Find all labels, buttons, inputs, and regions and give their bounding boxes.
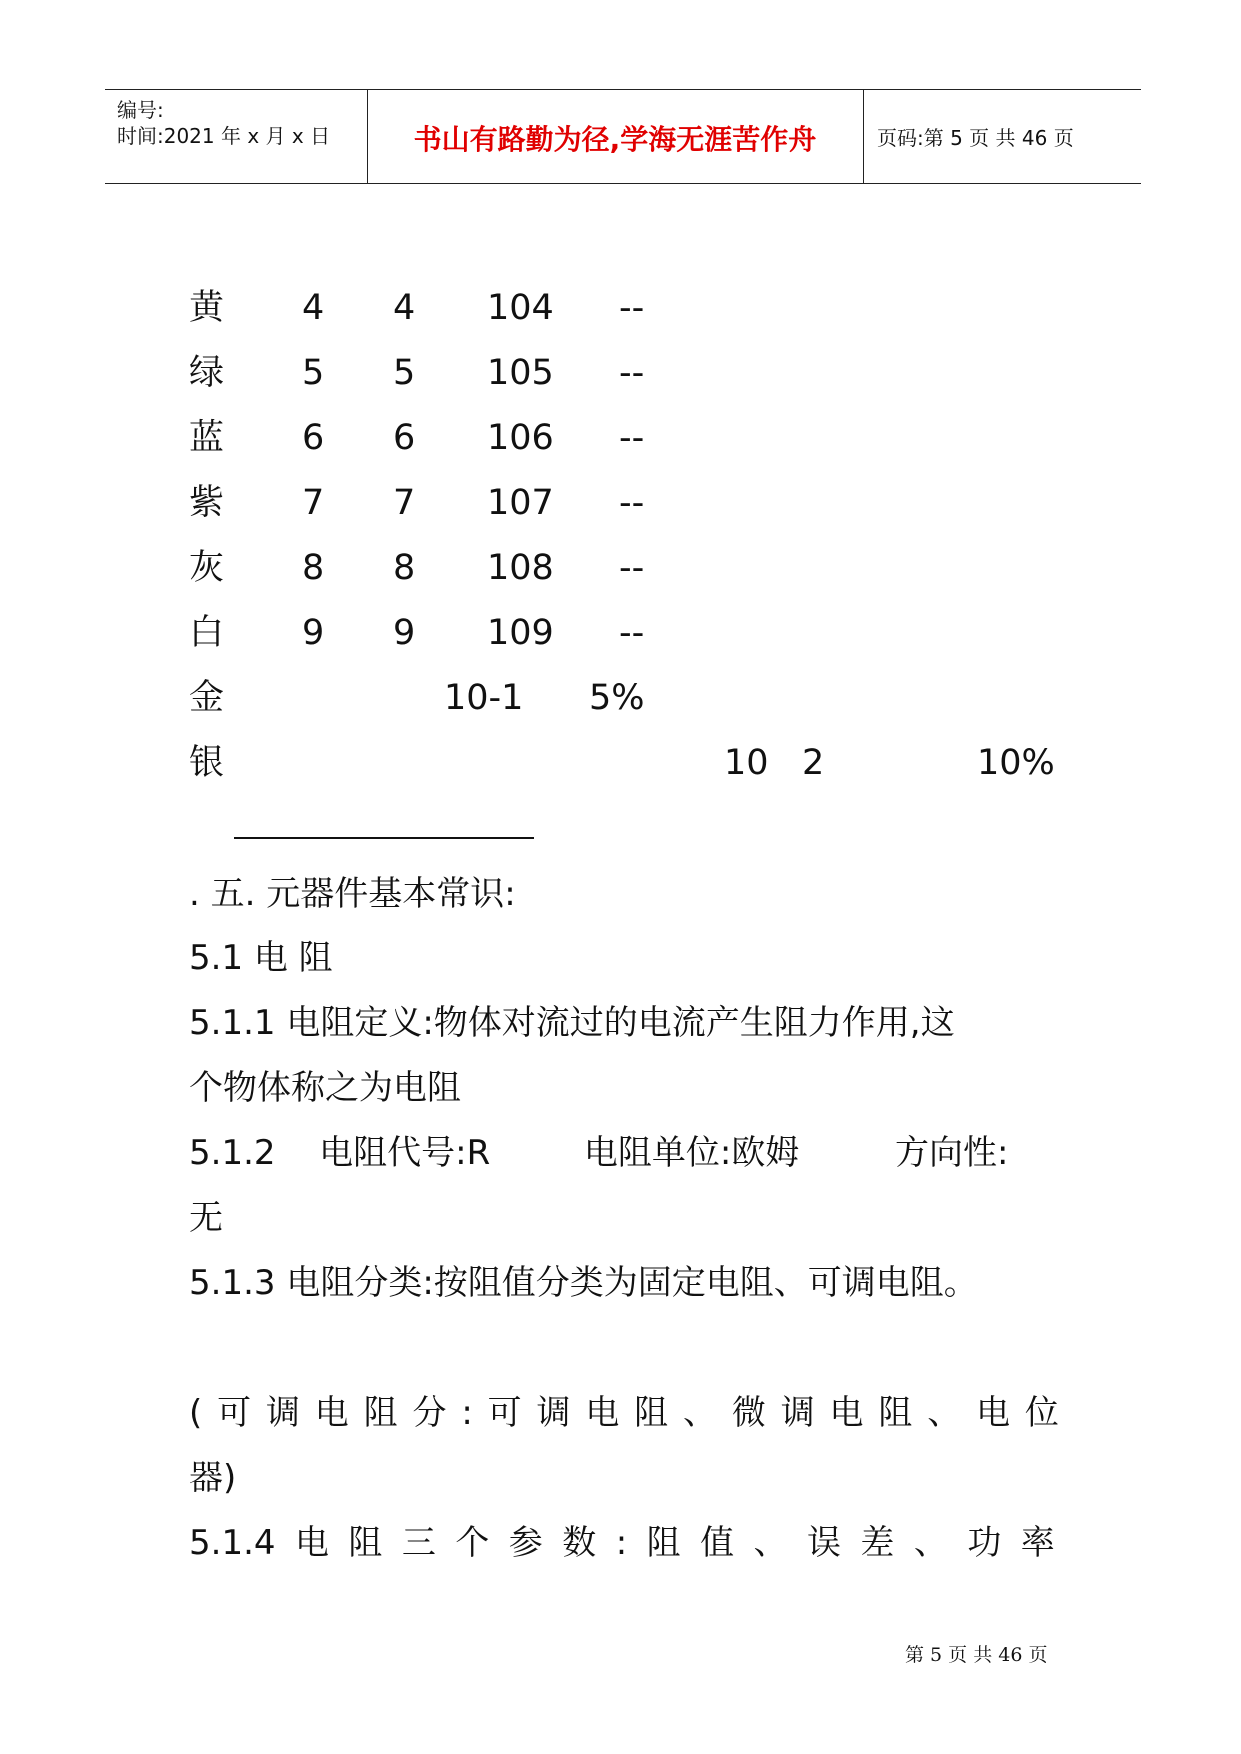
table-cell-tolerance: --	[619, 483, 645, 523]
paragraph-5-1-2	[189, 1133, 1009, 1173]
resistor-unit-text: 电阻单位:欧姆	[583, 1133, 800, 1173]
table-cell-color: 蓝	[189, 418, 225, 458]
table-cell-digit1: 8	[302, 548, 325, 588]
header-page-cell	[863, 90, 1141, 183]
text-glyph: 阻	[348, 1523, 383, 1563]
text-glyph: 值	[700, 1523, 735, 1563]
document-time-label: 时间:2021 年 x 月 x 日	[117, 124, 331, 148]
text-glyph: 调	[780, 1393, 815, 1433]
table-cell-digit2: 8	[393, 548, 416, 588]
text-glyph: 、	[913, 1523, 948, 1563]
directionality-text: 方向性:	[894, 1133, 1009, 1173]
justified-line	[189, 1523, 1055, 1563]
table-cell-multiplier: 104	[487, 288, 554, 328]
text-glyph: 微	[731, 1393, 766, 1433]
text-glyph: 、	[683, 1393, 718, 1433]
table-cell-color: 白	[189, 613, 225, 653]
table-cell-color: 黄	[189, 288, 225, 328]
header-motto-cell	[367, 90, 864, 183]
table-cell-multiplier: 109	[487, 613, 554, 653]
text-glyph: 阻	[646, 1523, 681, 1563]
text-glyph: 可	[217, 1393, 252, 1433]
text-glyph: 参	[508, 1523, 543, 1563]
section-heading: . 五. 元器件基本常识:	[189, 874, 516, 914]
resistor-code-text: 电阻代号:R	[319, 1133, 491, 1173]
footer-page-number: 第 5 页 共 46 页	[905, 1644, 1048, 1666]
text-glyph: 调	[536, 1393, 571, 1433]
text-glyph: 数	[562, 1523, 597, 1563]
text-glyph: 电	[585, 1393, 620, 1433]
text-glyph: 率	[1020, 1523, 1055, 1563]
paragraph-number: 5.1.4	[189, 1523, 276, 1563]
text-glyph: 电	[294, 1523, 329, 1563]
table-cell-digit2: 7	[393, 483, 416, 523]
text-glyph: 分	[412, 1393, 447, 1433]
document-number-label: 编号:	[117, 98, 164, 122]
text-glyph: (	[189, 1393, 203, 1433]
paragraph-adjustable-resistors	[189, 1393, 1059, 1433]
table-cell-multiplier-base: 10	[724, 743, 769, 783]
text-glyph: 电	[976, 1393, 1011, 1433]
table-cell-digit1: 4	[302, 288, 325, 328]
paragraph-5-1-1-continued: 个物体称之为电阻	[189, 1068, 461, 1108]
table-cell-color: 银	[189, 743, 225, 783]
table-cell-digit2: 4	[393, 288, 416, 328]
text-glyph: 阻	[363, 1393, 398, 1433]
text-glyph: :	[461, 1393, 473, 1433]
table-cell-tolerance: 5%	[589, 678, 645, 718]
text-glyph: 、	[753, 1523, 788, 1563]
table-cell-tolerance: --	[619, 353, 645, 393]
page-header	[105, 89, 1141, 184]
table-cell-multiplier-exponent: 2	[802, 743, 825, 783]
table-cell-multiplier: 10-1	[444, 678, 524, 718]
text-glyph: 差	[860, 1523, 895, 1563]
table-cell-digit1: 9	[302, 613, 325, 653]
text-glyph: 三	[401, 1523, 436, 1563]
text-glyph: 阻	[878, 1393, 913, 1433]
text-glyph: 、	[927, 1393, 962, 1433]
text-glyph: 误	[806, 1523, 841, 1563]
paragraph-adjustable-resistors-continued: 器)	[189, 1458, 237, 1498]
table-cell-color: 金	[189, 678, 225, 718]
paragraph-5-1-1: 5.1.1 电阻定义:物体对流过的电流产生阻力作用,这	[189, 1003, 955, 1043]
table-cell-tolerance: --	[619, 548, 645, 588]
table-cell-digit1: 7	[302, 483, 325, 523]
table-cell-multiplier: 107	[487, 483, 554, 523]
table-cell-multiplier: 105	[487, 353, 554, 393]
table-cell-digit2: 9	[393, 613, 416, 653]
justified-line	[189, 1393, 1059, 1433]
text-glyph: 可	[487, 1393, 522, 1433]
text-glyph: 电	[829, 1393, 864, 1433]
table-cell-tolerance: 10%	[977, 743, 1055, 783]
table-cell-color: 紫	[189, 483, 225, 523]
table-cell-digit2: 5	[393, 353, 416, 393]
table-cell-tolerance: --	[619, 613, 645, 653]
text-glyph: 位	[1024, 1393, 1059, 1433]
paragraph-5-1-2-continued: 无	[189, 1198, 223, 1238]
table-cell-digit1: 5	[302, 353, 325, 393]
page-footer	[0, 1640, 1241, 1667]
table-cell-tolerance: --	[619, 418, 645, 458]
table-cell-multiplier: 108	[487, 548, 554, 588]
text-glyph: 电	[314, 1393, 349, 1433]
header-page-number: 页码:第 5 页 共 46 页	[877, 126, 1074, 150]
text-glyph: :	[615, 1523, 628, 1563]
paragraph-number: 5.1.2	[189, 1133, 276, 1173]
subsection-5-1-heading: 5.1 电 阻	[189, 938, 333, 978]
text-glyph: 阻	[634, 1393, 669, 1433]
table-cell-color: 绿	[189, 353, 225, 393]
header-motto: 书山有路勤为径,学海无涯苦作舟	[413, 123, 817, 156]
paragraph-5-1-4	[189, 1523, 1055, 1563]
table-cell-tolerance: --	[619, 288, 645, 328]
table-cell-multiplier: 106	[487, 418, 554, 458]
text-glyph: 功	[967, 1523, 1002, 1563]
table-cell-digit1: 6	[302, 418, 325, 458]
divider-line	[234, 837, 534, 839]
text-glyph: 个	[455, 1523, 490, 1563]
table-cell-digit2: 6	[393, 418, 416, 458]
header-left-cell	[105, 90, 368, 183]
table-cell-color: 灰	[189, 548, 225, 588]
paragraph-5-1-3: 5.1.3 电阻分类:按阻值分类为固定电阻、可调电阻。	[189, 1263, 978, 1303]
text-glyph: 调	[265, 1393, 300, 1433]
